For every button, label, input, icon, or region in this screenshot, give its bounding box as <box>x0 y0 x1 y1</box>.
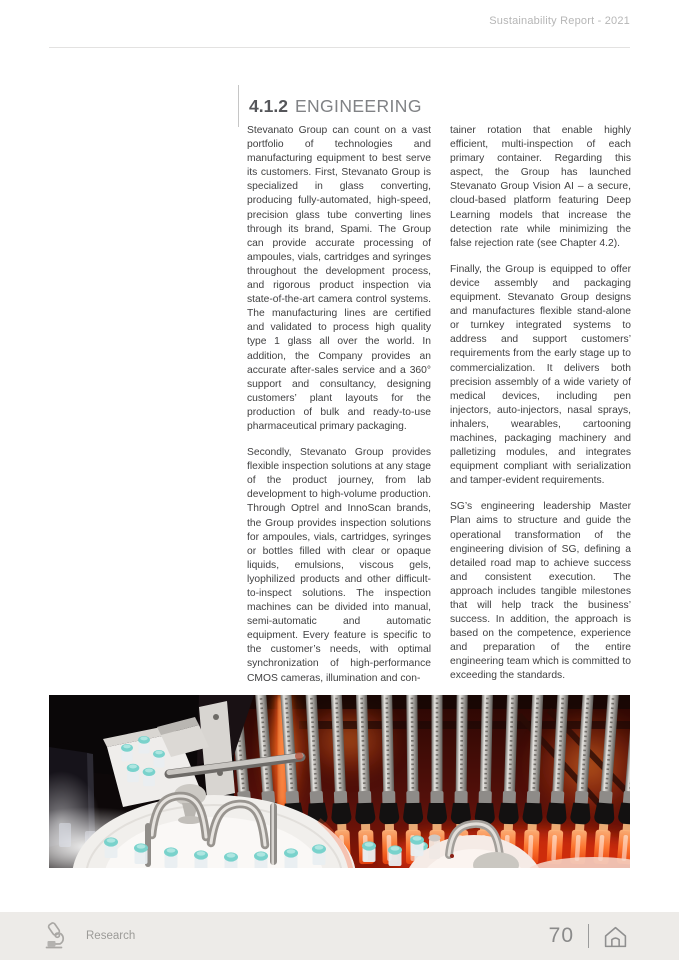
text-column-right <box>450 124 631 696</box>
paragraph: Secondly, Stevanato Group provides flexible inspection solutions at any stage of the product journey, from lab development to high-volume production. Through Optrel and InnoScan brands, the Group provides inspection solutions for ampoules, vials, cartridges, syringes or bottles filled with clear or opaque liquids, emulsions, viscous gels, lyophilized products and other difficult-to-inspect solutions. The inspection machines can be divided into manual, semi-automatic and automatic equipment. Every feature is specific to the customer’s needs, with optimal synchronization of high-performance CMOS cameras, illumination and con- <box>247 447 431 684</box>
header-divider <box>49 47 630 48</box>
vial-inspection-machine-illustration <box>49 695 630 868</box>
page-number: 70 <box>548 924 574 947</box>
microscope-icon <box>41 920 73 952</box>
footer-section <box>41 920 135 952</box>
section-title: ENGINEERING <box>294 95 422 116</box>
section-number: 4.1.2 <box>249 95 288 116</box>
machine-photo <box>49 695 630 868</box>
paragraph: SG’s engineering leadership Master Plan aims to structure and guide the operational transformation of the engineering division of SG, defining a detailed road map to achieve success and consistent execution. The approach includes tangible milestones that will help track the business’ success. In addition, the approach is based on the competence, experience and preparation of the entire engineering team which is committed to exceeding the standards. <box>450 501 631 682</box>
paragraph: Stevanato Group can count on a vast portfolio of technologies and manufacturing equipment to best serve its customers. First, Stevanato Group is specialized in glass converting, producing fully-automated, high-speed, precision glass tube converting lines through its brand, Spami. The Group can provide accurate processing of ampoules, vials, cartridges and syringes throughout the development process, and rigorous product inspection via state-of-the-art camera control systems. The manufacturing lines are certified and validated to process high quality type 1 glass all over the world. In addition, the Company provides an accurate after-sales service and a 360° support and consultancy, designing customers’ plant layouts for the production of bulk and ready-to-use pharmaceutical primary packaging. <box>247 125 431 432</box>
footer-section-label: Research <box>86 930 136 942</box>
text-column-left <box>247 124 431 698</box>
footer-pagination <box>549 924 628 948</box>
home-icon[interactable] <box>603 925 628 948</box>
page-footer <box>0 912 679 960</box>
paragraph: tainer rotation that enable highly efficient, multi-inspection of each primary container. Regarding this aspect, the Group has launched Stevanato Group Vision AI – a secure, cloud-based platform featuring Deep Learning models that increase the detection rate while minimizing the false rejection rate (see Chapter 4.2). <box>450 125 631 249</box>
section-heading <box>238 85 422 127</box>
footer-divider <box>588 924 589 948</box>
report-title: Sustainability Report - 2021 <box>489 15 630 27</box>
paragraph: Finally, the Group is equipped to offer device assembly and packaging equipment. Stevanato Group designs and manufactures flexible stand-alone or turnkey integrated systems to address and support customers’ requirements from the early stage up to commercialization. It delivers both precision assembly of a wide variety of medical devices, including pen injectors, auto-injectors, nasal sprays, inhalers, wearables, cartooning machines, packaging machinery and palletizing modules, and integrates equipment compliant with serialization and tamper-evident requirements. <box>450 263 631 487</box>
